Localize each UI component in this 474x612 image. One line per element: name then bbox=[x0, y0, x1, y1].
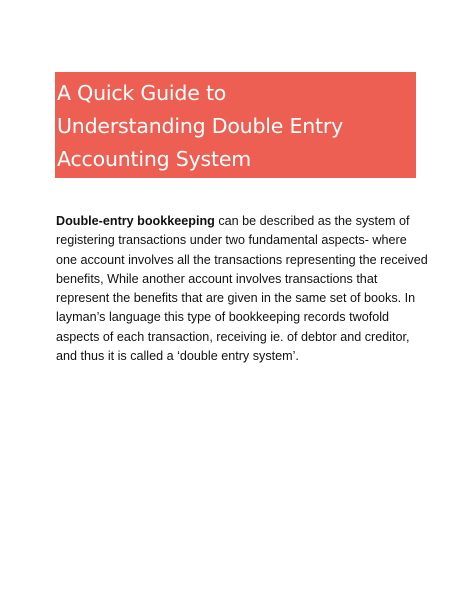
body-line-7: aspects of each transaction, receiving ie. of debtor and creditor, bbox=[56, 329, 410, 344]
title-line-2: Understanding Double Entry bbox=[57, 114, 344, 138]
body-paragraph bbox=[56, 212, 426, 366]
body-line-2: registering transactions under two fundamental aspects- where bbox=[56, 233, 407, 248]
body-line-5: represent the benefits that are given in the same set of books. In bbox=[56, 291, 416, 306]
body-line-6: layman’s language this type of bookkeeping records twofold bbox=[56, 310, 390, 325]
body-line-1-rest: can be described as the system of bbox=[214, 214, 410, 228]
title-line-3: Accounting System bbox=[57, 147, 252, 171]
body-line-4: benefits, While another account involves transactions that bbox=[56, 271, 378, 286]
title-banner bbox=[55, 72, 416, 178]
bold-term: Double-entry bookkeeping bbox=[56, 214, 215, 228]
title-line-1: A Quick Guide to bbox=[57, 81, 227, 105]
body-line-8: and thus it is called a ‘double entry system’. bbox=[56, 349, 299, 364]
body-line-3: one account involves all the transactions representing the received bbox=[56, 252, 428, 267]
body-line-1 bbox=[56, 212, 426, 231]
